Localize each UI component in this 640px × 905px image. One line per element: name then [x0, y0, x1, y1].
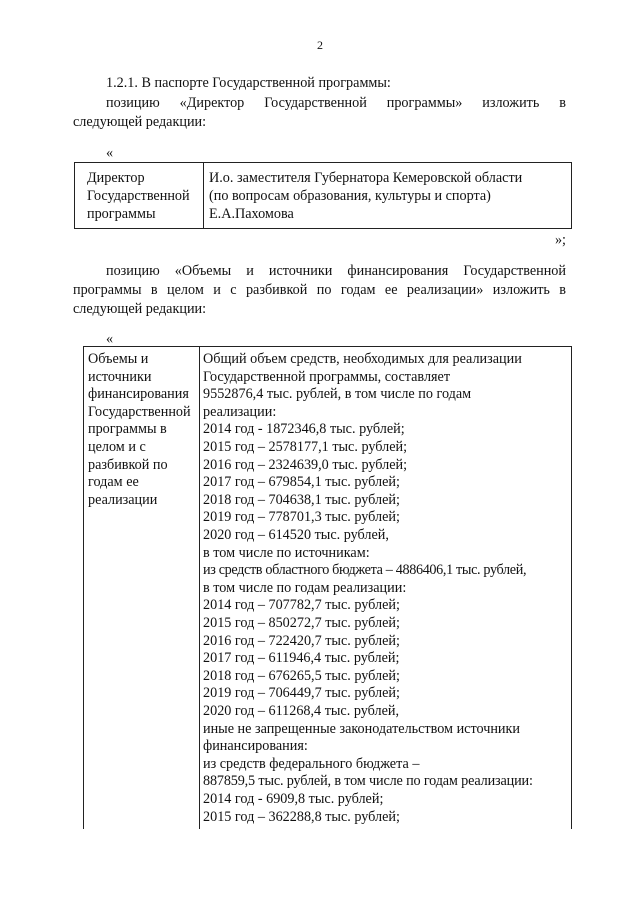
financing-label-line: программы в: [88, 421, 167, 438]
financing-value-line: Государственной программы, составляет: [203, 368, 451, 385]
financing-value-line: 2019 год – 778701,3 тыс. рублей;: [203, 509, 400, 526]
financing-value-line: 2017 год – 611946,4 тыс. рублей;: [203, 650, 400, 667]
paragraph-1-line-1: позицию «Директор Государственной программы» изложить в: [106, 95, 566, 111]
financing-value-line: реализации:: [203, 403, 277, 420]
financing-value-line: 2018 год – 704638,1 тыс. рублей;: [203, 491, 400, 508]
financing-value-line: из средств федерального бюджета –: [203, 755, 420, 772]
financing-value-line: 2020 год – 611268,4 тыс. рублей,: [203, 703, 400, 719]
financing-label-line: целом и с: [88, 439, 146, 455]
director-label-line: Директор: [87, 170, 145, 186]
financing-label-line: реализации: [88, 491, 158, 508]
financing-value-line: 2017 год – 679854,1 тыс. рублей;: [203, 474, 400, 491]
financing-table: [83, 346, 572, 829]
director-label-line: Государственной: [87, 188, 190, 204]
paragraph-2-line-1: позицию «Объемы и источники финансирования Государственной: [106, 263, 566, 279]
paragraph-2-line-3: следующей редакции:: [73, 301, 207, 317]
director-label-cell: [75, 163, 204, 229]
paragraph-1-line-2: следующей редакции:: [73, 114, 207, 130]
director-value-cell: [204, 163, 572, 229]
financing-label-cell: [84, 347, 200, 830]
paragraph-2-line-2: программы в целом и с разбивкой по годам ее реализации» изложить в: [73, 282, 566, 298]
opening-quote-1: «: [106, 145, 114, 161]
financing-value-line: 887859,5 тыс. рублей, в том числе по годам реализации:: [203, 773, 533, 790]
financing-value-line: Общий объем средств, необходимых для реализации: [203, 351, 522, 367]
financing-value-line: в том числе по источникам:: [203, 544, 370, 561]
financing-label-line: Государственной: [88, 403, 191, 420]
page-number: 2: [317, 38, 323, 52]
financing-value-line: 2015 год – 2578177,1 тыс. рублей;: [203, 439, 408, 455]
financing-value-line: в том числе по годам реализации:: [203, 579, 407, 596]
director-value-line: Е.А.Пахомова: [209, 206, 294, 222]
financing-label-line: источники: [88, 368, 152, 385]
section-heading: 1.2.1. В паспорте Государственной программы:: [106, 75, 391, 91]
financing-value-line: 2014 год - 6909,8 тыс. рублей;: [203, 791, 384, 807]
financing-value-line: иные не запрещенные законодательством источники: [203, 720, 520, 737]
financing-value-line: 2014 год - 1872346,8 тыс. рублей;: [203, 421, 405, 438]
financing-label-line: финансирования: [88, 386, 189, 403]
financing-value-line: 9552876,4 тыс. рублей, в том числе по годам: [203, 386, 472, 403]
financing-label-line: Объемы и: [88, 351, 149, 367]
financing-value-line: 2015 год – 362288,8 тыс. рублей;: [203, 808, 400, 825]
closing-quote-1: »;: [554, 232, 566, 248]
financing-value-cell: [200, 347, 572, 830]
financing-value-line: 2016 год – 722420,7 тыс. рублей;: [203, 632, 400, 649]
financing-value-line: 2016 год – 2324639,0 тыс. рублей;: [203, 456, 408, 473]
financing-label-line: годам ее: [88, 474, 139, 491]
director-label-line: программы: [87, 206, 156, 222]
financing-value-line: из средств областного бюджета – 4886406,1 тыс. рублей,: [203, 562, 527, 579]
opening-quote-2: «: [106, 331, 114, 347]
director-value-line: (по вопросам образования, культуры и спорта): [209, 188, 491, 204]
financing-label-line: разбивкой по: [88, 456, 168, 473]
financing-value-line: 2015 год – 850272,7 тыс. рублей;: [203, 615, 400, 631]
financing-value-line: 2020 год – 614520 тыс. рублей,: [203, 527, 389, 543]
financing-value-line: 2018 год – 676265,5 тыс. рублей;: [203, 667, 400, 684]
director-value-line: И.о. заместителя Губернатора Кемеровской области: [209, 170, 523, 186]
financing-value-line: 2014 год – 707782,7 тыс. рублей;: [203, 597, 400, 614]
financing-value-line: 2019 год – 706449,7 тыс. рублей;: [203, 685, 400, 702]
financing-value-line: финансирования:: [203, 738, 308, 755]
director-table: [74, 162, 572, 229]
